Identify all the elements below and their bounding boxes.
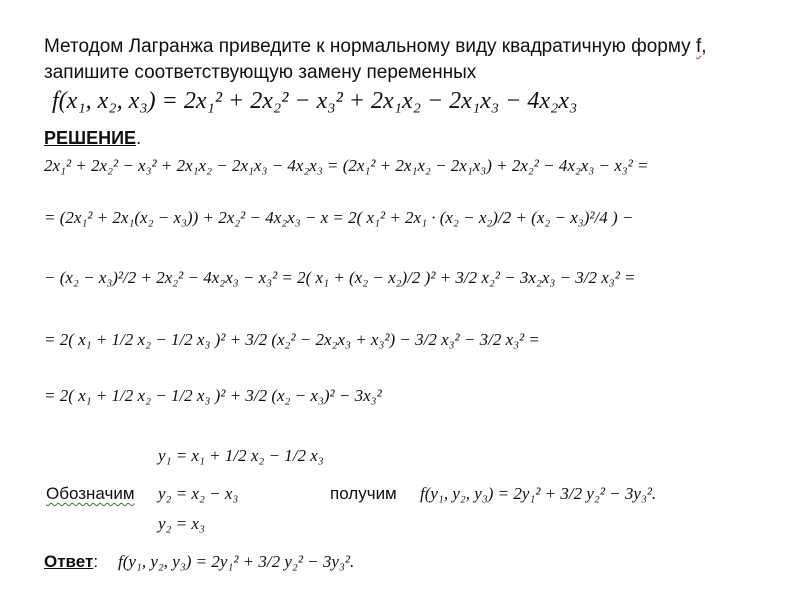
transformed-form: f(y₁, y₂, y₃) = 2y₁² + 3/2 y₂² − 3y₃².: [420, 484, 657, 503]
substitution-y3: y₂ = x₃: [158, 514, 205, 533]
answer-label: [44, 552, 98, 572]
problem-text: Методом Лагранжа приведите к нормальному виду квадратичную форму: [44, 36, 696, 57]
step-line-1: 2x₁² + 2x₂² − x₃² + 2x₁x₂ − 2x₁x₃ − 4x₂x₃ = (2x₁² + 2x₁x₂ − 2x₁x₃) + 2x₂² − 4x₂x₃ − x₃² =: [44, 156, 649, 175]
answer-form: f(y₁, y₂, y₃) = 2y₁² + 3/2 y₂² − 3y₃².: [118, 552, 355, 571]
step-line-2: = (2x₁² + 2x₁(x₂ − x₃)) + 2x₂² − 4x₂x₃ − x = 2( x₁² + 2x₁ · (x₂ − x₂)/2 + (x₂ − x₃)²/4 ) −: [44, 208, 634, 227]
quadratic-form: [52, 88, 577, 115]
solution-heading: [44, 128, 141, 149]
substitution-y1: y₁ = x₁ + 1/2 x₂ − 1/2 x₃: [158, 446, 324, 465]
step-line-3: − (x₂ − x₃)²/2 + 2x₂² − 4x₂x₃ − x₃² = 2( x₁ + (x₂ − x₂)/2 )² + 3/2 x₂² − 3x₂x₃ − 3/2 x₃² =: [44, 268, 636, 287]
problem-comma: ,: [701, 36, 707, 57]
substitution-label: [46, 484, 135, 504]
step-line-5: = 2( x₁ + 1/2 x₂ − 1/2 x₃ )² + 3/2 (x₂ − x₃)² − 3x₃²: [44, 386, 382, 405]
form-name-f: f: [695, 36, 702, 57]
solution-heading-text: РЕШЕНИЕ: [44, 128, 137, 148]
problem-line-1: [44, 36, 707, 58]
substitution-label-text: Обозначим: [46, 484, 135, 503]
answer-label-text: Ответ: [44, 552, 94, 571]
solution-heading-dot: .: [136, 128, 142, 148]
quadratic-form-text: f(x₁, x₂, x₃) = 2x₁² + 2x₂² − x₃² + 2x₁x₂ − 2x₁x₃ − 4x₂x₃: [52, 88, 578, 114]
substitution-y2: y₂ = x₂ − x₃: [158, 484, 239, 503]
answer-colon: :: [93, 552, 99, 571]
step-line-4: = 2( x₁ + 1/2 x₂ − 1/2 x₃ )² + 3/2 (x₂² − 2x₂x₃ + x₃²) − 3/2 x₃² − 3/2 x₃² =: [44, 330, 540, 349]
problem-line-2: запишите соответствующую замену переменных: [44, 62, 477, 83]
obtain-label: получим: [330, 484, 397, 503]
